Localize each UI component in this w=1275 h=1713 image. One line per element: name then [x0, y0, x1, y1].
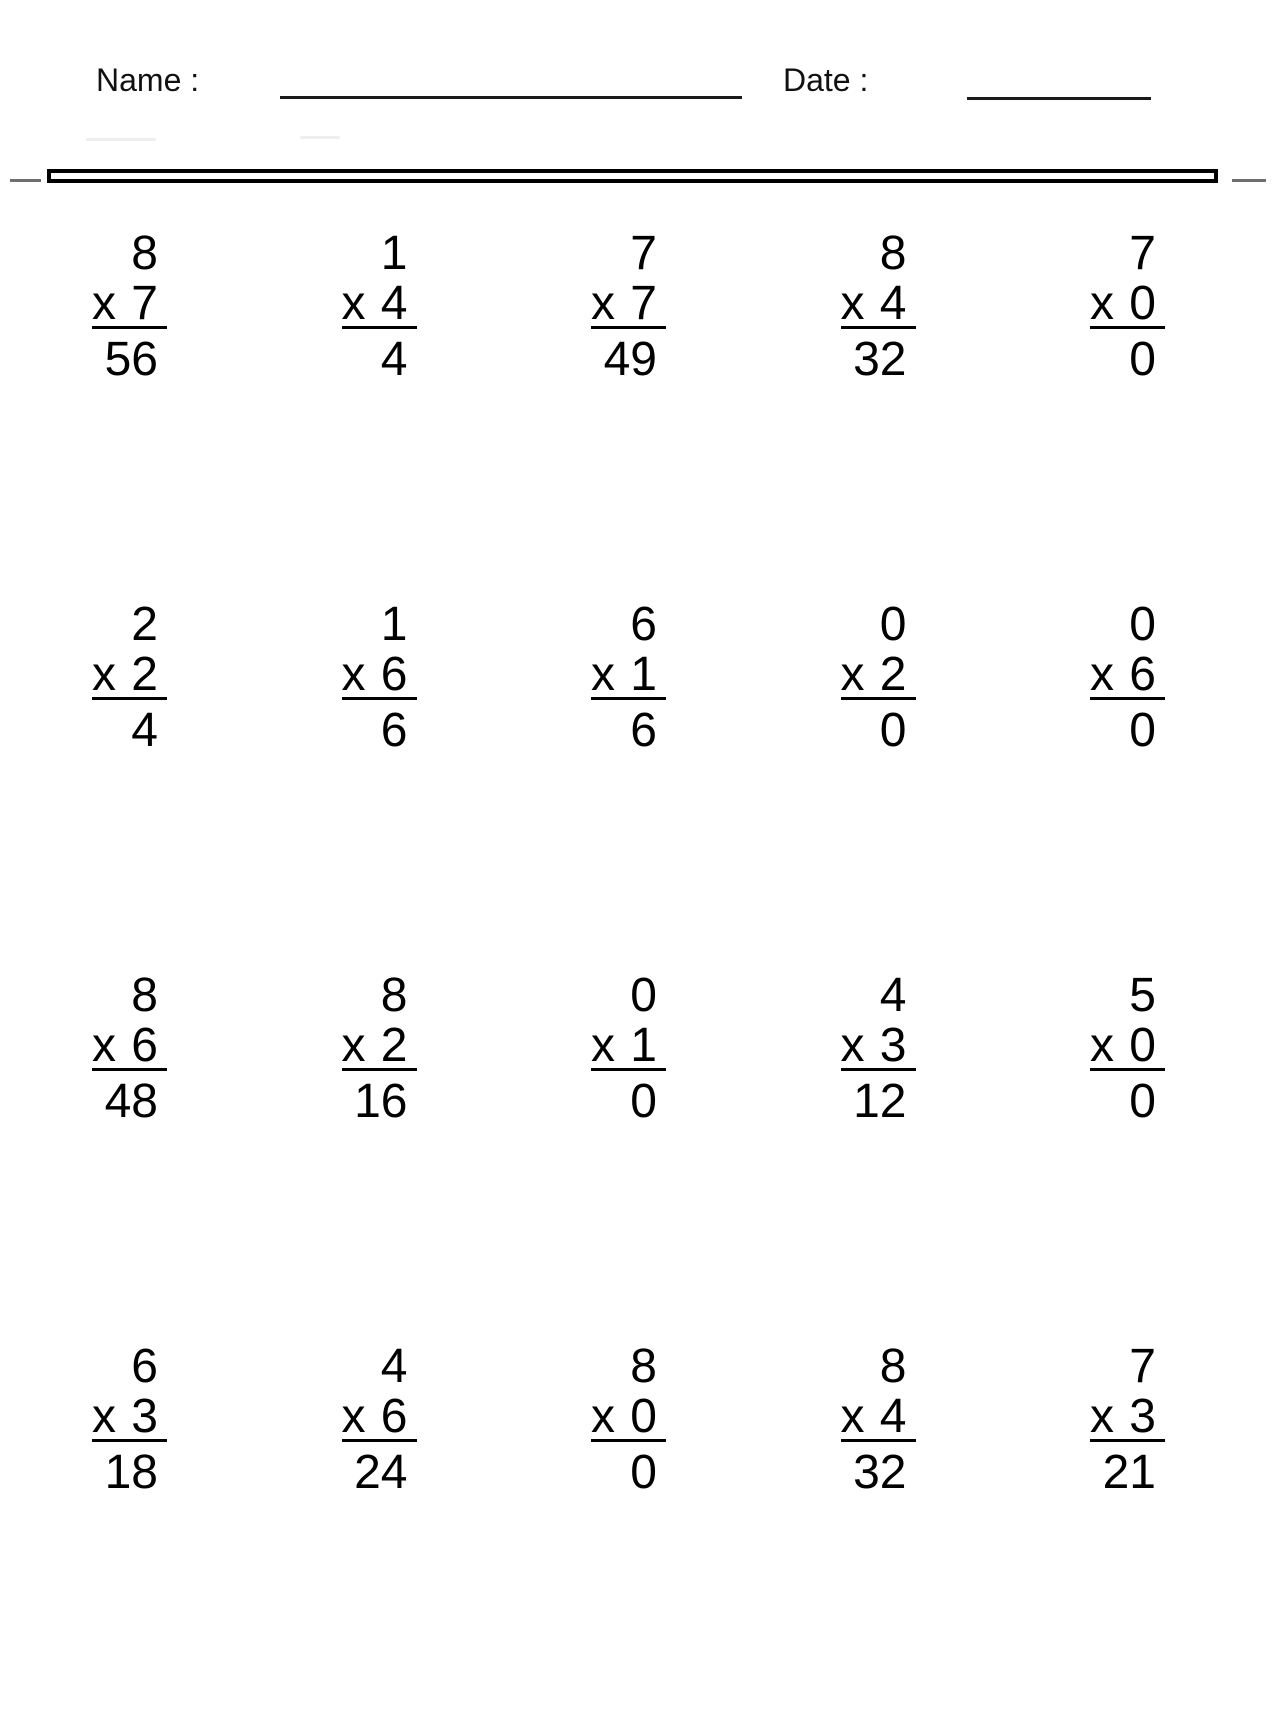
multiplication-problem: [591, 971, 666, 1127]
scan-artifact: [86, 138, 156, 141]
answer: 49: [603, 333, 657, 386]
answer: 18: [104, 1446, 158, 1499]
multiplicand: 7: [1129, 227, 1156, 280]
problem-cell: [591, 1342, 841, 1713]
multiplicand: 5: [1129, 969, 1156, 1022]
multiplier: 0: [630, 1390, 657, 1443]
multiplicand: 4: [879, 969, 907, 1022]
multiply-sign: x: [591, 648, 615, 701]
multiplicand: 8: [879, 227, 907, 280]
multiplication-problem: [342, 600, 417, 756]
multiply-sign: x: [341, 1019, 366, 1072]
multiplicand: 0: [879, 598, 907, 651]
multiplication-problem: [591, 600, 666, 756]
multiplication-problem: [841, 971, 916, 1127]
multiplicand: 6: [630, 598, 657, 651]
operator-row: [841, 650, 916, 700]
operator-row: [841, 1392, 916, 1442]
multiplier: 6: [1129, 648, 1156, 701]
answer: 32: [853, 1446, 907, 1499]
multiplicand: 7: [630, 227, 657, 280]
operator-row: [841, 279, 916, 329]
multiply-sign: x: [92, 648, 116, 701]
problem-cell: [92, 1342, 342, 1713]
multiplier: 7: [630, 277, 657, 330]
answer: 4: [131, 704, 158, 757]
name-label: Name :: [96, 62, 200, 98]
multiplier: 6: [131, 1019, 158, 1072]
answer: 4: [380, 333, 408, 386]
scan-artifact: [300, 136, 340, 139]
multiply-sign: x: [341, 277, 366, 330]
header-divider-bar: [47, 169, 1218, 183]
operator-row: [1090, 1392, 1165, 1442]
operator-row: [92, 650, 167, 700]
multiplication-problem: [342, 1342, 417, 1498]
multiplicand: 0: [630, 969, 657, 1022]
multiply-sign: x: [92, 277, 116, 330]
multiplicand: 8: [131, 227, 158, 280]
multiplication-problem: [92, 229, 167, 385]
answer: 0: [879, 704, 907, 757]
multiplication-problem: [1090, 1342, 1165, 1498]
operator-row: [92, 1021, 167, 1071]
multiply-sign: x: [341, 1390, 366, 1443]
answer: 48: [104, 1075, 158, 1128]
multiplication-problem: [841, 600, 916, 756]
operator-row: [92, 279, 167, 329]
multiplier: 4: [879, 277, 907, 330]
divider-dash-left: [10, 179, 41, 182]
divider-dash-right: [1232, 179, 1266, 182]
multiply-sign: x: [1090, 277, 1114, 330]
multiplication-problem: [841, 229, 916, 385]
answer: 16: [354, 1075, 408, 1128]
multiplication-problem: [1090, 600, 1165, 756]
problem-cell: [342, 971, 592, 1342]
answer: 0: [1129, 1075, 1156, 1128]
operator-row: [591, 279, 666, 329]
answer: 32: [853, 333, 907, 386]
multiplication-problem: [1090, 229, 1165, 385]
multiply-sign: x: [1090, 648, 1114, 701]
problem-cell: [841, 229, 1091, 600]
problem-cell: [841, 600, 1091, 971]
multiplication-problem: [342, 971, 417, 1127]
answer: 0: [1129, 704, 1156, 757]
answer: 0: [630, 1075, 657, 1128]
problem-cell: [841, 1342, 1091, 1713]
multiplier: 2: [131, 648, 158, 701]
problem-cell: [591, 600, 841, 971]
multiply-sign: x: [92, 1390, 116, 1443]
multiplier: 6: [380, 648, 408, 701]
multiplicand: 7: [1129, 1340, 1156, 1393]
answer: 21: [1102, 1446, 1156, 1499]
multiply-sign: x: [591, 1019, 615, 1072]
operator-row: [342, 1021, 417, 1071]
multiplier: 4: [380, 277, 408, 330]
operator-row: [591, 650, 666, 700]
multiply-sign: x: [1090, 1019, 1114, 1072]
multiply-sign: x: [840, 648, 865, 701]
multiply-sign: x: [591, 1390, 615, 1443]
multiplication-problem: [591, 1342, 666, 1498]
multiply-sign: x: [1090, 1390, 1114, 1443]
multiplier: 1: [630, 648, 657, 701]
problem-cell: [1090, 971, 1275, 1342]
operator-row: [841, 1021, 916, 1071]
operator-row: [342, 650, 417, 700]
multiply-sign: x: [341, 648, 366, 701]
answer: 56: [104, 333, 158, 386]
multiplier: 4: [879, 1390, 907, 1443]
operator-row: [342, 1392, 417, 1442]
multiplier: 7: [131, 277, 158, 330]
problem-cell: [92, 971, 342, 1342]
multiplicand: 8: [879, 1340, 907, 1393]
multiplier: 6: [380, 1390, 408, 1443]
multiplication-problem: [591, 229, 666, 385]
problem-cell: [841, 971, 1091, 1342]
multiplier: 3: [879, 1019, 907, 1072]
multiplier: 2: [879, 648, 907, 701]
multiplier: 1: [630, 1019, 657, 1072]
multiplication-problem: [92, 1342, 167, 1498]
operator-row: [1090, 650, 1165, 700]
operator-row: [342, 279, 417, 329]
multiplier: 2: [380, 1019, 408, 1072]
multiplicand: 8: [630, 1340, 657, 1393]
multiplicand: 1: [380, 227, 408, 280]
multiplication-problem: [342, 229, 417, 385]
multiplication-problem: [92, 600, 167, 756]
operator-row: [591, 1021, 666, 1071]
multiplicand: 8: [380, 969, 408, 1022]
operator-row: [591, 1392, 666, 1442]
multiply-sign: x: [840, 1390, 865, 1443]
problem-cell: [342, 600, 592, 971]
problem-cell: [1090, 1342, 1275, 1713]
problem-cell: [1090, 600, 1275, 971]
multiplicand: 4: [380, 1340, 408, 1393]
problem-cell: [92, 229, 342, 600]
multiplication-problem: [1090, 971, 1165, 1127]
problem-cell: [591, 229, 841, 600]
multiplicand: 1: [380, 598, 408, 651]
multiply-sign: x: [840, 1019, 865, 1072]
multiply-sign: x: [840, 277, 865, 330]
multiplicand: 0: [1129, 598, 1156, 651]
multiplicand: 8: [131, 969, 158, 1022]
operator-row: [92, 1392, 167, 1442]
problem-cell: [342, 229, 592, 600]
problem-cell: [92, 600, 342, 971]
operator-row: [1090, 279, 1165, 329]
answer: 6: [630, 704, 657, 757]
name-blank-line: [280, 96, 742, 99]
problem-cell: [342, 1342, 592, 1713]
multiplicand: 6: [131, 1340, 158, 1393]
answer: 0: [630, 1446, 657, 1499]
multiplication-problem: [841, 1342, 916, 1498]
answer: 0: [1129, 333, 1156, 386]
multiplier: 0: [1129, 1019, 1156, 1072]
answer: 6: [380, 704, 408, 757]
multiplier: 0: [1129, 277, 1156, 330]
operator-row: [1090, 1021, 1165, 1071]
problem-cell: [591, 971, 841, 1342]
multiply-sign: x: [591, 277, 615, 330]
answer: 24: [354, 1446, 408, 1499]
multiplier: 3: [131, 1390, 158, 1443]
answer: 12: [853, 1075, 907, 1128]
problems-grid: [92, 229, 1275, 1713]
date-label: Date :: [783, 62, 869, 98]
multiplication-problem: [92, 971, 167, 1127]
date-blank-line: [967, 97, 1151, 100]
problem-cell: [1090, 229, 1275, 600]
multiplier: 3: [1129, 1390, 1156, 1443]
multiplicand: 2: [131, 598, 158, 651]
multiply-sign: x: [92, 1019, 116, 1072]
